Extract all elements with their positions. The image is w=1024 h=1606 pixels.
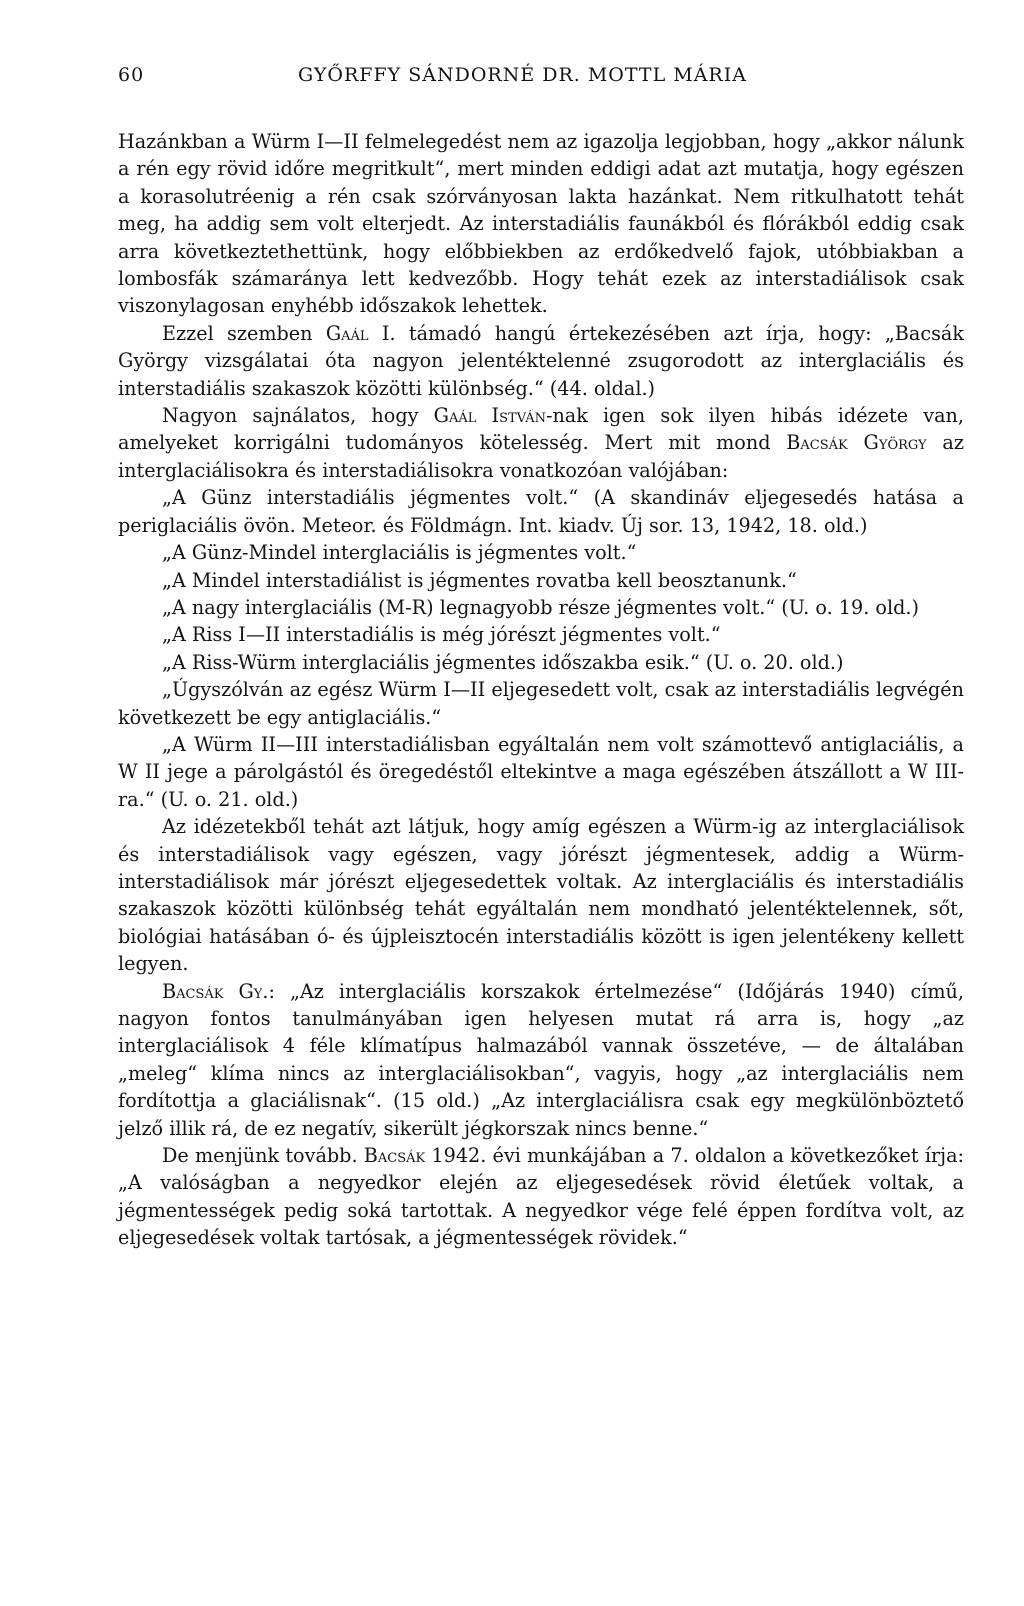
text-run: Nagyon sajnálatos, hogy — [162, 404, 434, 428]
text-run: „A Günz interstadiális jégmentes volt.“ (A skandináv eljegesedés hatása a periglaciális övön. Meteor. és Földmágn. Int. kiadv. Új sor. 13, 1942, 18. old.) — [118, 486, 964, 537]
text-run: I. támadó hangú értekezésében azt írja, hogy: „Bacsák György vizsgálatai óta nagyon jelentéktelenné zsugorodott az interglaciális és interstadiális szakaszok közötti különbség.“ (44. oldal.) — [118, 321, 965, 400]
text-run: : „Az interglaciális korszakok értelmezése“ (Időjárás 1940) című, nagyon fontos tanulmányában igen helyesen mutat rá arra is, hogy „az interglaciálisok 4 féle klímatípus halmazából vannak összetéve, — de általában „meleg“ klíma nincs az interglaciálisokban“, vagyis, hogy „az interglaciális nem fordítottja a glaciálisnak“. (15 old.) „Az interglaciálisra csak egy megkülönböztető jelző illik rá, de ez negatív, sikerült jégkorszak nincs benne.“ — [118, 979, 964, 1140]
paragraph — [118, 813, 964, 977]
paragraph — [118, 567, 964, 594]
author-name: Gaál István — [433, 404, 546, 428]
author-name: Bacsák György — [786, 431, 927, 455]
text-run: 1942. évi munkájában a 7. oldalon a következőket írja: „A valóságban a negyedkor elején az eljegesedések rövid életűek voltak, a jégmentességek pedig soká tartottak. A negyedkor vége felé éppen fordítva volt, az eljegesedések voltak tartósak, a jégmentességek rövidek.“ — [118, 1144, 964, 1250]
text-run: Ezzel szemben — [162, 321, 326, 345]
text-run: az interglaciálisokra és interstadiálisokra vonatkozóan valójában: — [118, 431, 964, 482]
text-run: Az idézetekből tehát azt látjuk, hogy amíg egészen a Würm-ig az interglaciálisok és interstadiálisok vagy egészen, vagy jórészt jégmentesek, addig a Würm-interstadiálisok már jórészt eljegesedettek voltak. Az interglaciális és interstadiális szakaszok közötti különbség tehát egyáltalán nem mondható jelentéktelennek, sőt, biológiai hatásában ó- és újpleisztocén interstadiális között is igen jelentékeny kellett legyen. — [118, 815, 964, 976]
text-run: De menjünk tovább. — [162, 1144, 364, 1168]
paragraph — [118, 402, 964, 484]
text-run: -nak igen sok ilyen hibás idézete van, amelyeket korrigálni tudományos kötelesség. Mert mit mond — [118, 404, 964, 455]
text-run: „A Mindel interstadiálist is jégmentes rovatba kell beosztanunk.“ — [162, 568, 797, 592]
author-name: Bacsák — [363, 1144, 426, 1168]
text-run: „Úgyszólván az egész Würm I—II eljegesedett volt, csak az interstadiális legvégén következett be egy antiglaciális.“ — [118, 678, 964, 729]
page-number: 60 — [118, 64, 145, 86]
text-run: „A Riss I—II interstadiális is még jórészt jégmentes volt.“ — [162, 623, 721, 647]
paragraph — [118, 1142, 964, 1252]
author-name: Gaál — [325, 321, 369, 345]
text-run: „A Würm II—III interstadiálisban egyáltalán nem volt számottevő antiglaciális, a W II jege a párolgástól és öregedéstől eltekintve a maga egészében átszállott a W III-ra.“ (U. o. 21. old.) — [118, 732, 964, 811]
paragraph — [118, 128, 964, 320]
body-text — [118, 128, 964, 1252]
text-run: Hazánkban a Würm I—II felmelegedést nem az igazolja legjobban, hogy „akkor nálunk a rén egy rövid időre megritkult“, mert minden eddigi adat azt mutatja, hogy egészen a korasolutréenig a rén csak szórványosan lakta hazánkat. Nem ritkulhatott tehát meg, ha addig sem volt elterjedt. Az interstadiális faunákból és flórákból eddig csak arra következtethettünk, hogy előbbiekben az erdőkedvelő fajok, utóbbiakban a lombosfák számaránya lett kedvezőbb. Hogy tehát ezek az interstadiálisok csak viszonylagosan enyhébb időszakok lehettek. — [118, 130, 964, 318]
author-name: Bacsák Gy. — [162, 979, 269, 1003]
paragraph — [118, 621, 964, 648]
paragraph — [118, 978, 964, 1142]
running-head: GYŐRFFY SÁNDORNÉ DR. MOTTL MÁRIA — [298, 64, 747, 86]
paragraph — [118, 539, 964, 566]
paragraph — [118, 594, 964, 621]
text-run: „A Riss-Würm interglaciális jégmentes időszakba esik.“ (U. o. 20. old.) — [162, 650, 844, 674]
paragraph — [118, 676, 964, 731]
paragraph — [118, 731, 964, 813]
paragraph — [118, 649, 964, 676]
paragraph — [118, 320, 964, 402]
text-run: „A Günz-Mindel interglaciális is jégmentes volt.“ — [162, 541, 637, 565]
paragraph — [118, 484, 964, 539]
text-run: „A nagy interglaciális (M-R) legnagyobb része jégmentes volt.“ (U. o. 19. old.) — [162, 595, 919, 619]
page-header — [118, 64, 964, 96]
